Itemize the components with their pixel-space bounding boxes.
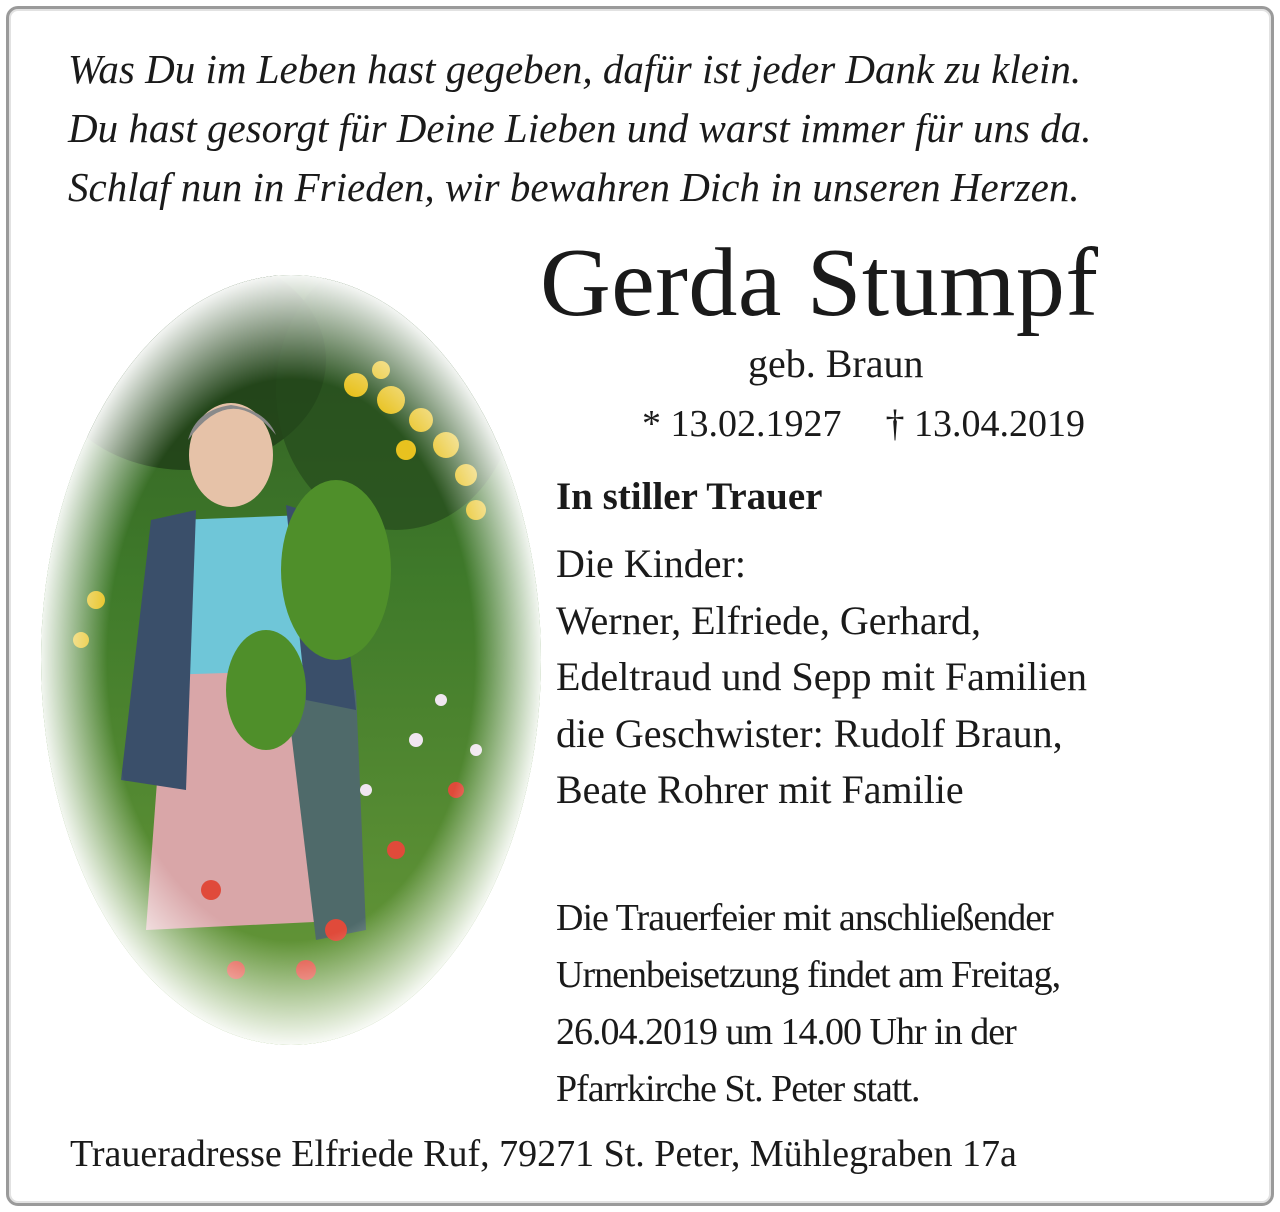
life-dates [642, 400, 1085, 448]
poem-line: Du hast gesorgt für Deine Lieben und warst immer für uns da. [68, 105, 1092, 151]
poem-line: Schlaf nun in Frieden, wir bewahren Dich in unseren Herzen. [68, 164, 1080, 210]
memorial-poem [68, 40, 1248, 217]
mourner-line: Beate Rohrer mit Familie [556, 767, 964, 812]
portrait-illustration [36, 270, 546, 1050]
portrait-photo [36, 270, 546, 1050]
funeral-service-info [556, 890, 1256, 1118]
maiden-name: geb. Braun [748, 341, 924, 386]
mourning-heading: In stiller Trauer [556, 475, 823, 518]
deceased-name: Gerda Stumpf [540, 229, 1099, 337]
birth-date: * 13.02.1927 [642, 403, 842, 445]
service-line: 26.04.2019 um 14.00 Uhr in der [556, 1011, 1016, 1053]
mourning-address: Traueradresse Elfriede Ruf, 79271 St. Peter, Mühlegraben 17a [70, 1133, 1017, 1175]
mourner-line: Werner, Elfriede, Gerhard, [556, 597, 981, 643]
service-line: Pfarrkirche St. Peter statt. [556, 1068, 920, 1110]
service-line: Urnenbeisetzung findet am Freitag, [556, 954, 1061, 996]
mourner-line: Die Kinder: [556, 541, 746, 586]
death-date: † 13.04.2019 [885, 403, 1085, 445]
poem-line: Was Du im Leben hast gegeben, dafür ist jeder Dank zu klein. [68, 46, 1082, 92]
mourner-line: die Geschwister: Rudolf Braun, [556, 710, 1063, 756]
mourner-line: Edeltraud und Sepp mit Familien [556, 654, 1088, 699]
service-line: Die Trauerfeier mit anschließender [556, 897, 1053, 939]
mourners-list [556, 536, 1256, 819]
